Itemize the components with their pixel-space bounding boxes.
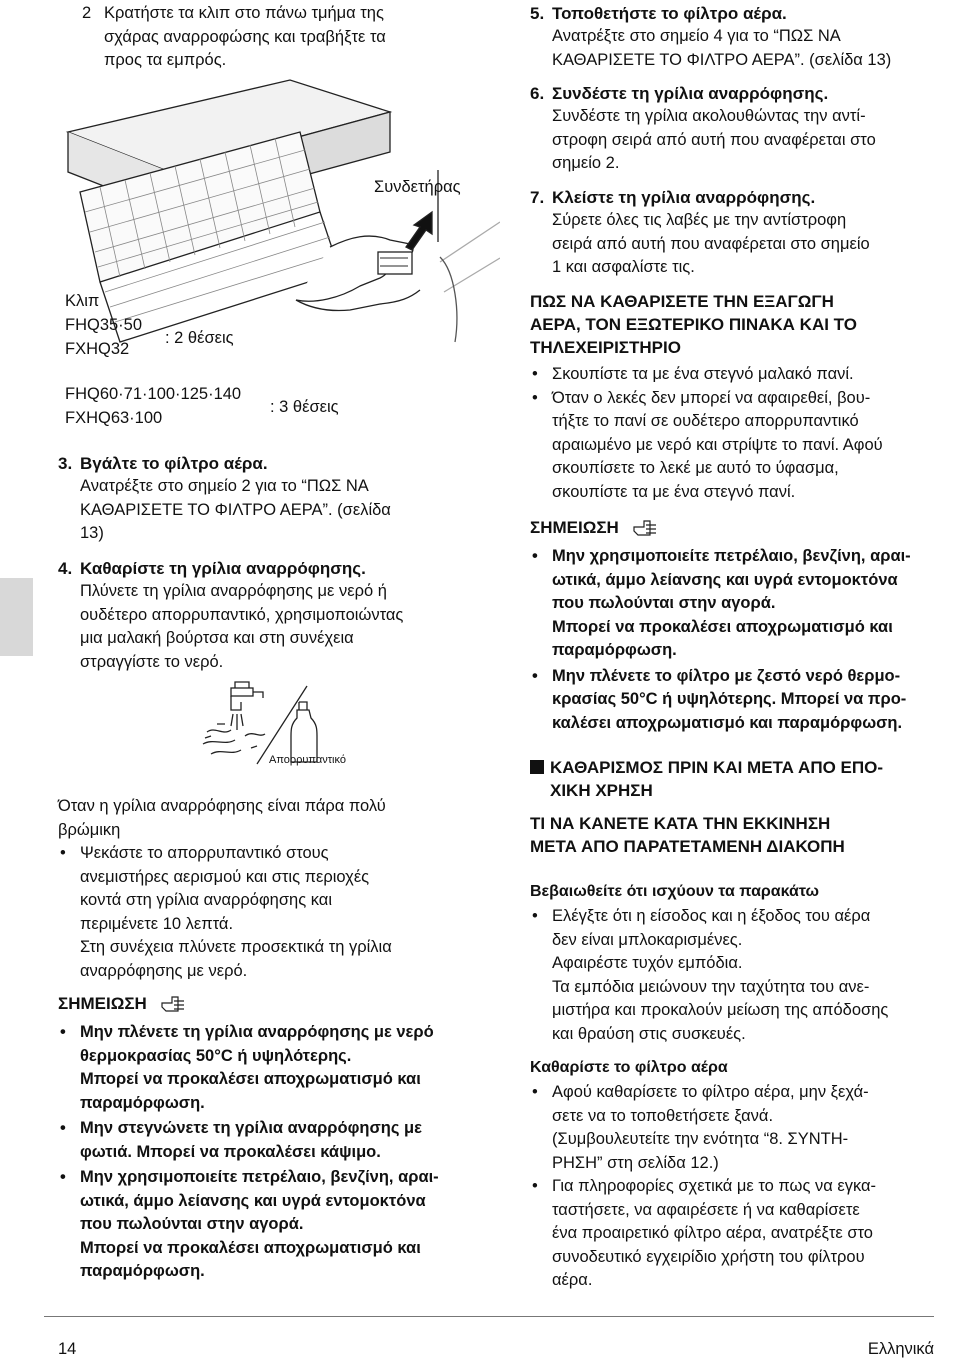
filter-line: Αφού καθαρίσετε το φίλτρο αέρα, μην ξεχά- [552,1083,869,1101]
left-note [58,992,498,1284]
step-text-line: σχάρας αναρροφώσης και τραβήξτε τα [104,27,386,46]
bullet-icon: • [532,365,538,383]
bullet-icon: • [532,666,538,685]
bullet-icon: • [532,907,538,925]
step-text-line: Σύρετε όλες τις λαβές με την αντίστροφη [552,211,847,229]
filter-line: ΡΗΣΗ” στη σελίδα 12.) [552,1153,719,1172]
step-7 [530,186,950,280]
step-4 [58,557,498,674]
restart-section [530,812,955,858]
confirm-line: Ελέγξτε ότι η είσοδος και η έξοδος του αέρα [552,907,871,925]
note-hand-icon [632,519,658,539]
filter-line: ταστήσετε, να αφαιρέσετε ή να καθαρίσετε [552,1200,860,1219]
step-title: Τοποθετήστε το φίλτρο αέρα. [552,4,787,23]
dirty-bullet-line: Στη συνέχεια πλύνετε προσεκτικά τη γρίλια [80,938,392,956]
subsection-heading: ΤΙ ΝΑ ΚΑΝΕΤΕ ΚΑΤΑ ΤΗΝ ΕΚΚΙΝΗΣΗ [530,814,831,833]
clip-positions-3: : 3 θέσεις [270,398,339,416]
detergent-label: Απορρυπαντικό [269,754,346,766]
note-hand-icon [160,995,186,1015]
section-heading: ΧΙΚΗ ΧΡΗΣΗ [550,781,653,800]
step-text-line: 1 και ασφαλίστε τις. [552,258,695,276]
step-title: Κλείστε τη γρίλια αναρρόφησης. [552,188,816,207]
step-text-line: προς τα εμπρός. [104,51,227,69]
subsection-heading: ΜΕΤΑ ΑΠΟ ΠΑΡΑΤΕΤΑΜΕΝΗ ΔΙΑΚΟΠΗ [530,837,845,856]
step-number: 3. [58,454,73,473]
dirty-bullet-line: κοντά στη γρίλια αναρρόφησης και [80,891,332,909]
washing-figure [195,680,355,770]
note-line: Μην χρησιμοποιείτε πετρέλαιο, βενζίνη, αραι- [552,547,911,565]
outlet-line: τήξτε το πανί σε ουδέτερο απορρυπαντικό [552,412,859,430]
bullet-icon: • [532,1083,538,1101]
step-text-line: ουδέτερο απορρυπαντικό, χρησιμοποιώντας [80,605,404,624]
note-line: φωτιά. Μπορεί να προκαλέσει κάψιμο. [80,1142,381,1161]
confirm-line: Τα εμπόδια μειώνουν την ταχύτητα του ανε- [552,977,870,996]
note-line: κρασίας 50°C ή υψηλότερης. Μπορεί να προ- [552,690,907,708]
dirty-bullet-line: περιμένετε 10 λεπτά. [80,914,234,933]
dirty-line: Όταν η γρίλια αναρρόφησης είναι πάρα πολύ [58,797,386,815]
bullet-icon: • [60,1119,66,1137]
note-line: Μπορεί να προκαλέσει αποχρωματισμό και [80,1070,421,1088]
note-title: ΣΗΜΕΙΩΣΗ [530,518,619,537]
step-number: 7. [530,188,545,207]
confirm-line: μιστήρα και προκαλούν μείωση της απόδοσης [552,1001,889,1019]
note-line: θερμοκρασίας 50°C ή υψηλότερης. [80,1046,352,1065]
step-number: 2 [82,4,92,22]
step-text-line: ΚΑΘΑΡΙΣΕΤΕ ΤΟ ΦΙΛΤΡΟ ΑΕΡΑ”. (σελίδα [80,500,391,519]
bullet-icon: • [532,388,538,407]
section-tab [0,578,33,656]
step-text-line: Συνδέστε τη γρίλια ακολουθώντας την αντί- [552,107,866,125]
clip-positions-2: : 2 θέσεις [165,329,234,347]
page-number: 14 [58,1340,77,1358]
step-text-line: στραγγίστε το νερό. [80,652,224,671]
note-line: ωτικά, άμμο λείανσης και υγρά εντομοκτόνα [80,1191,426,1210]
bullet-icon: • [60,844,66,862]
confirm-line: Αφαιρέστε τυχόν εμπόδια. [552,954,743,972]
filter-line: (Συμβουλευτείτε την ενότητα “8. ΣΥΝΤΗ- [552,1130,849,1148]
outlet-cleaning-section [530,290,950,504]
step-2 [82,2,482,73]
note-line: Μην πλένετε τη γρίλια αναρρόφησης με νερό [80,1023,434,1041]
step-3 [58,452,498,546]
dirty-line: βρώμικη [58,820,121,839]
step-text-line: σειρά από αυτή που αναφέρεται στο σημείο [552,234,870,253]
step-text-line: Ανατρέξτε στο σημείο 4 για το “ΠΩΣ ΝΑ [552,27,841,45]
outlet-line: αραιωμένο με νερό και στρίψτε το πανί. Αφού [552,435,883,454]
dirty-bullet-line: Ψεκάστε το απορρυπαντικό στους [80,844,329,862]
model-fhq35-50: FHQ35·50 [65,316,143,334]
model-fxhq32: FXHQ32 [65,340,130,358]
confirm-line: δεν είναι μπλοκαρισμένες. [552,930,743,949]
section-square-icon [530,760,544,774]
bullet-icon: • [60,1023,66,1041]
step-text-line: 13) [80,524,104,542]
section-heading: ΚΑΘΑΡΙΣΜΟΣ ΠΡΙΝ ΚΑΙ ΜΕΤΑ ΑΠΟ ΕΠΟ- [550,758,884,777]
outlet-line: σκουπίσετε το λεκέ με αυτό το ύφασμα, [552,459,839,477]
step-5 [530,2,950,72]
filter-line: Για πληροφορίες σχετικά με το πως να εγκα- [552,1177,877,1195]
filter-line: συνοδευτικό εγχειρίδιο χρήστη του φίλτρου [552,1247,865,1266]
note-line: Μην χρησιμοποιείτε πετρέλαιο, βενζίνη, αραι- [80,1168,439,1186]
step-title: Καθαρίστε τη γρίλια αναρρόφησης. [80,559,366,578]
step-text-line: στροφη σειρά από αυτή που αναφέρεται στο [552,130,876,149]
clips-heading: Κλιπ [65,292,100,310]
note-line: ωτικά, άμμο λείανσης και υγρά εντομοκτόνα [552,570,898,589]
note-line: παραμόρφωση. [80,1093,205,1112]
section-heading: ΠΩΣ ΝΑ ΚΑΘΑΡΙΣΕΤΕ ΤΗΝ ΕΞΑΓΩΓΗ [530,292,834,311]
note-line: παραμόρφωση. [552,641,677,659]
confirm-title: Βεβαιωθείτε ότι ισχύουν τα παρακάτω [530,883,820,900]
filter-title: Καθαρίστε το φίλτρο αέρα [530,1059,728,1076]
filter-line: αέρα. [552,1271,593,1289]
step-text-line: ΚΑΘΑΡΙΣΕΤΕ ΤΟ ΦΙΛΤΡΟ ΑΕΡΑ”. (σελίδα 13) [552,50,892,69]
bullet-icon: • [532,1177,538,1195]
note-line: Μην στεγνώνετε τη γρίλια αναρρόφησης με [80,1119,422,1137]
step-text-line: μια μαλακή βούρτσα και στη συνέχεια [80,629,354,647]
filter-line: ένα προαιρετικό φίλτρο αέρα, ανατρέξτε στο [552,1224,873,1242]
note-line: που πωλούνται στην αγορά. [552,594,776,612]
bullet-icon: • [532,547,538,565]
step-text-line: Ανατρέξτε στο σημείο 2 για το “ΠΩΣ ΝΑ [80,477,369,495]
note-line: Μπορεί να προκαλέσει αποχρωματισμό και [552,617,893,636]
bullet-icon: • [60,1168,66,1186]
step-title: Βγάλτε το φίλτρο αέρα. [80,454,268,473]
note-line: παραμόρφωση. [80,1262,205,1280]
step-text-line: σημείο 2. [552,154,620,172]
step-number: 4. [58,559,73,578]
filter-line: σετε να το τοποθετήσετε ξανά. [552,1106,774,1125]
note-line: που πωλούνται στην αγορά. [80,1215,304,1233]
connector-label: Συνδετήρας [374,178,461,196]
note-line: Μπορεί να προκαλέσει αποχρωματισμό και [80,1238,421,1257]
step-text-line: Πλύνετε τη γρίλια αναρρόφησης με νερό ή [80,582,387,600]
note-line: Μην πλένετε το φίλτρο με ζεστό νερό θερμο- [552,666,901,685]
right-note [530,516,955,735]
step-number: 6. [530,84,545,103]
very-dirty-section [58,795,498,983]
outlet-line: Σκουπίστε τα με ένα στεγνό μαλακό πανί. [552,365,854,383]
filter-section [530,1056,955,1293]
confirm-line: και θραύση στις συσκευές. [552,1024,746,1043]
footer-language: Ελληνικά [867,1340,934,1358]
section-heading: ΑΕΡΑ, ΤΟΝ ΕΞΩΤΕΡΙΚΟ ΠΙΝΑΚΑ ΚΑΙ ΤΟ [530,315,857,334]
model-fhq60-140: FHQ60·71·100·125·140 [65,385,242,403]
dirty-bullet-line: αναρρόφησης με νερό. [80,961,248,980]
model-fxhq63-100: FXHQ63·100 [65,409,163,427]
outlet-line: σκουπίστε τα με ένα στεγνό πανί. [552,482,796,501]
note-line: καλέσει αποχρωματισμό και παραμόρφωση. [552,713,903,732]
seasonal-cleaning-section [530,756,955,802]
step-text-line: Κρατήστε τα κλιπ στο πάνω τμήμα της [104,4,384,22]
step-title: Συνδέστε τη γρίλια αναρρόφησης. [552,84,829,103]
note-title: ΣΗΜΕΙΩΣΗ [58,994,147,1013]
dirty-bullet-line: ανεμιστήρες αερισμού και στις περιοχές [80,867,370,886]
confirm-section [530,880,955,1046]
footer-divider [44,1316,934,1317]
step-6 [530,82,950,176]
section-heading: ΤΗΛΕΧΕΙΡΙΣΤΗΡΙΟ [530,338,681,357]
outlet-line: Όταν ο λεκές δεν μπορεί να αφαιρεθεί, βου- [552,388,871,407]
step-number: 5. [530,4,545,23]
